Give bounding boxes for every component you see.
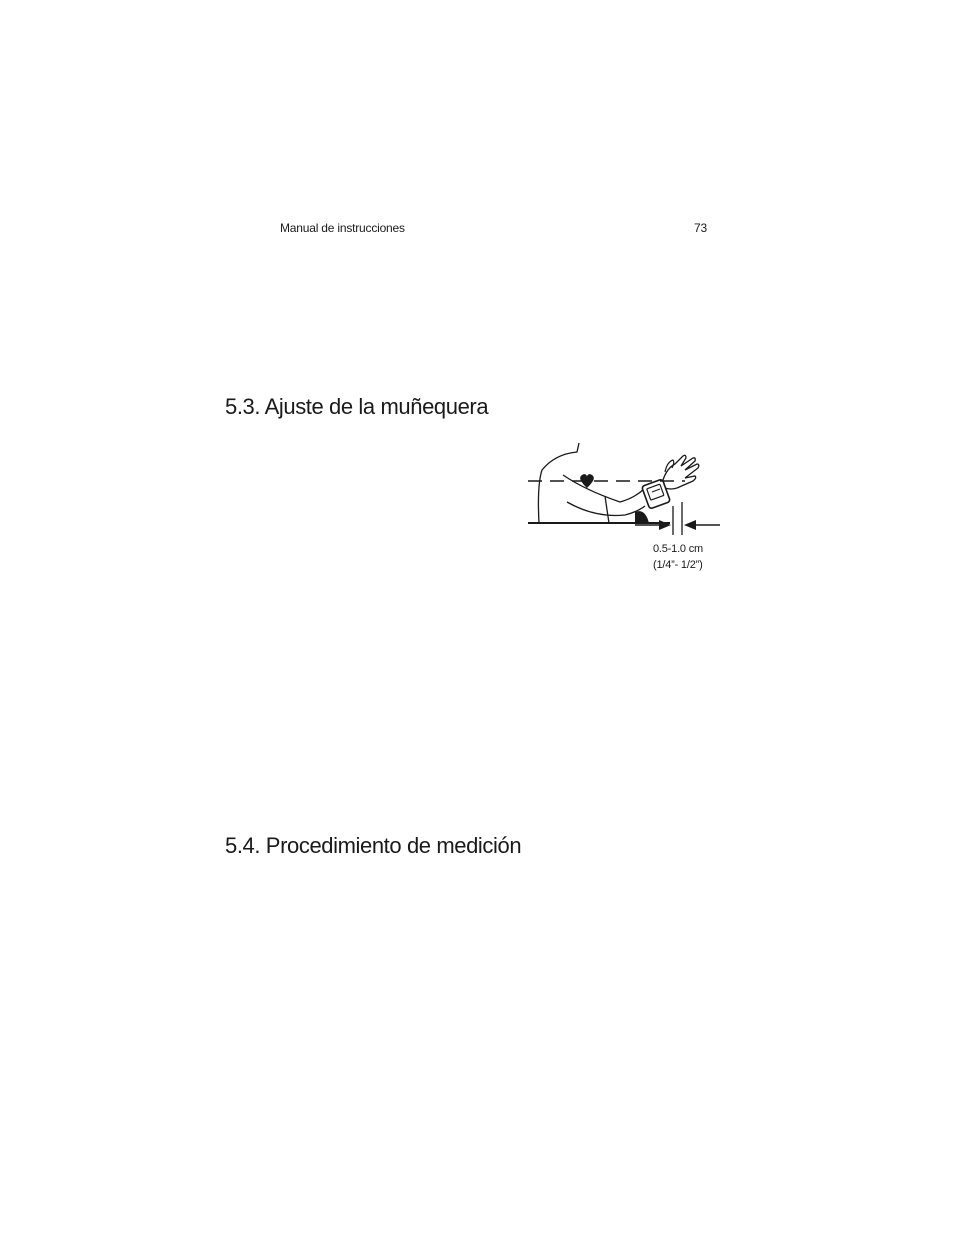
running-header: [280, 221, 707, 239]
caption-metric: 0.5-1.0 cm: [653, 543, 703, 555]
manual-title: Manual de instrucciones: [280, 221, 405, 235]
section-heading-measurement-procedure: 5.4. Procedimiento de medición: [225, 833, 522, 858]
wrist-cuff-illustration: [525, 440, 725, 575]
section-heading-wrist-cuff-fit: 5.3. Ajuste de la muñequera: [225, 394, 489, 419]
measurement-caption: [653, 541, 703, 573]
caption-imperial: (1/4”- 1/2”): [653, 559, 703, 571]
page-number: 73: [694, 221, 707, 235]
